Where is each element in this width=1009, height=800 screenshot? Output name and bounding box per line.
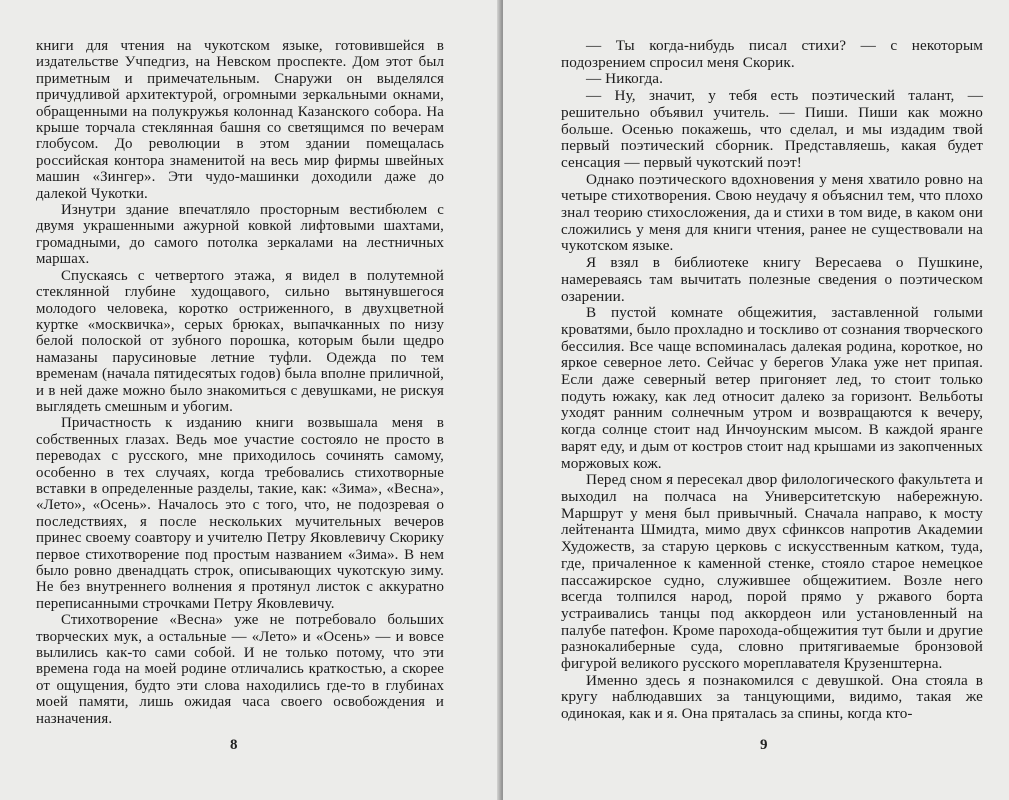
paragraph: Перед сном я пересекал двор филологического факультета и выходил на полчаса на Университетскую набережную. Маршрут у меня был привычный. Сначала направо, к мосту лейтенанта Шмидта, мимо двух сфинксов напротив Академии Художеств, за старую церковь с искусственным катком, туда, где, причаленное к каменной стенке, стояло старое немецкое пассажирское судно, служившее общежитием. Возле него всегда толпился народ, порой прямо у ржавого борта устраивались танцы под аккордеон или установленный на палубе патефон. Кроме парохода-общежития тут были и другие разнокалиберные суда, словно притягиваемые бронзовой фигурой великого русского мореплавателя Крузенштерна. bbox=[561, 471, 983, 673]
paragraph: Однако поэтического вдохновения у меня хватило ровно на четыре стихотворения. Свою неудачу я объяснил тем, что плохо знал теорию стихосложения, да и стихи в том виде, в каком они сложились у меня для книги чтения, ранее не существовали на чукотском языке. bbox=[561, 170, 983, 255]
paragraph: Именно здесь я познакомился с девушкой. Она стояла в кругу наблюдавших за танцующими, видимо, такая же одинокая, как и я. Она пряталась за спины, когда кто- bbox=[561, 671, 983, 723]
paragraph: — Ну, значит, у тебя есть поэтический талант, — решительно объявил учитель. — Пиши. Пиши как можно больше. Осенью покажешь, что сделал, и мы издадим твой первый поэтический сборник. Представляешь, какая будет сенсация — первый чукотский поэт! bbox=[561, 87, 983, 171]
left-page bbox=[0, 0, 500, 800]
page-number: 8 bbox=[230, 737, 238, 753]
paragraph: книги для чтения на чукотском языке, готовившейся в издательстве Учпедгиз, на Невском проспекте. Дом этот был приметным и примечательным. Снаружи он выделялся причудливой архитектурой, огромными зеркальными окнами, обращенными на полукружья колоннад Казанского собора. На крыше торчала стеклянная башня со светящимся по вечерам глобусом. До революции в этом здании помещалась российская контора знаменитой на весь мир фирмы швейных машин «Зингер». Эти чудо-машинки доходили даже до далекой Чукотки. bbox=[36, 38, 444, 202]
paragraph: Изнутри здание впечатляло просторным вестибюлем с двумя украшенными ажурной ковкой лифтовыми шахтами, громадными, до самого потолка зеркалами на лестничных маршах. bbox=[36, 202, 444, 268]
paragraph: В пустой комнате общежития, заставленной голыми кроватями, было прохладно и тоскливо от сознания творческого бессилия. Все чаще вспоминалась далекая родина, короткое, но яркое северное лето. Сейчас у берегов Улака уже нет припая. Если даже северный ветер пригоняет лед, то стоит только подуть южаку, как лед относит далеко за горизонт. Вельботы уходят ранним солнечным утром и возвращаются к вечеру, когда солнце стоит над Инчоунским мысом. В каждой яранге варят еду, и дым от костров стоит над крышами из закопченных моржовых кож. bbox=[561, 304, 983, 472]
right-page bbox=[503, 0, 1009, 800]
right-page-text bbox=[561, 38, 983, 723]
paragraph: Причастность к изданию книги возвышала меня в собственных глазах. Ведь мое участие состояло не просто в переводах с русского, мне приходилось сочинять самому, особенно в тех случаях, когда требовались стихотворные вставки в определенные разделы, такие, как: «Зима», «Весна», «Лето», «Осень». Началось это с того, что, не подозревая о последствиях, я после нескольких мучительных вечеров принес своему соавтору и учителю Петру Яковлевичу Скорику первое стихотворение под простым названием «Зима». В нем было ровно двенадцать строк, описывающих чукотскую зиму. Не без внутреннего волнения я протянул листок с аккуратно переписанными строчками Петру Яковлевичу. bbox=[36, 415, 444, 612]
page-number: 9 bbox=[760, 737, 768, 753]
paragraph: Спускаясь с четвертого этажа, я видел в полутемной стеклянной глубине худощавого, сильно вытянувшегося молодого человека, коротко остриженного, в двухцветной куртке «москвичка», серых брюках, выпачканных по низу белой полоской от зубного порошка, которым были щедро намазаны парусиновые летние туфли. Одежда по тем временам (начала пятидесятых годов) была вполне приличной, и в ней даже можно было знакомиться с девушками, не рискуя выглядеть смешным и убогим. bbox=[36, 267, 444, 415]
left-page-text bbox=[36, 38, 444, 727]
paragraph: Я взял в библиотеке книгу Вересаева о Пушкине, намереваясь там вычитать полезные сведения о поэтическом озарении. bbox=[561, 254, 983, 305]
paragraph: — Ты когда-нибудь писал стихи? — с некоторым подозрением спросил меня Скорик. bbox=[561, 37, 983, 71]
paragraph: Стихотворение «Весна» уже не потребовало больших творческих мук, а остальные — «Лето» и «Осень» — и вовсе вылились как-то сами собой. И не только потому, что эти времена года на моей родине отличались краткостью, а скорее от ощущения, будто эти слова находились где-то в глубинах моей памяти, лишь ожидая часа своего освобождения и назначения. bbox=[36, 612, 444, 727]
paragraph: — Никогда. bbox=[586, 70, 664, 88]
